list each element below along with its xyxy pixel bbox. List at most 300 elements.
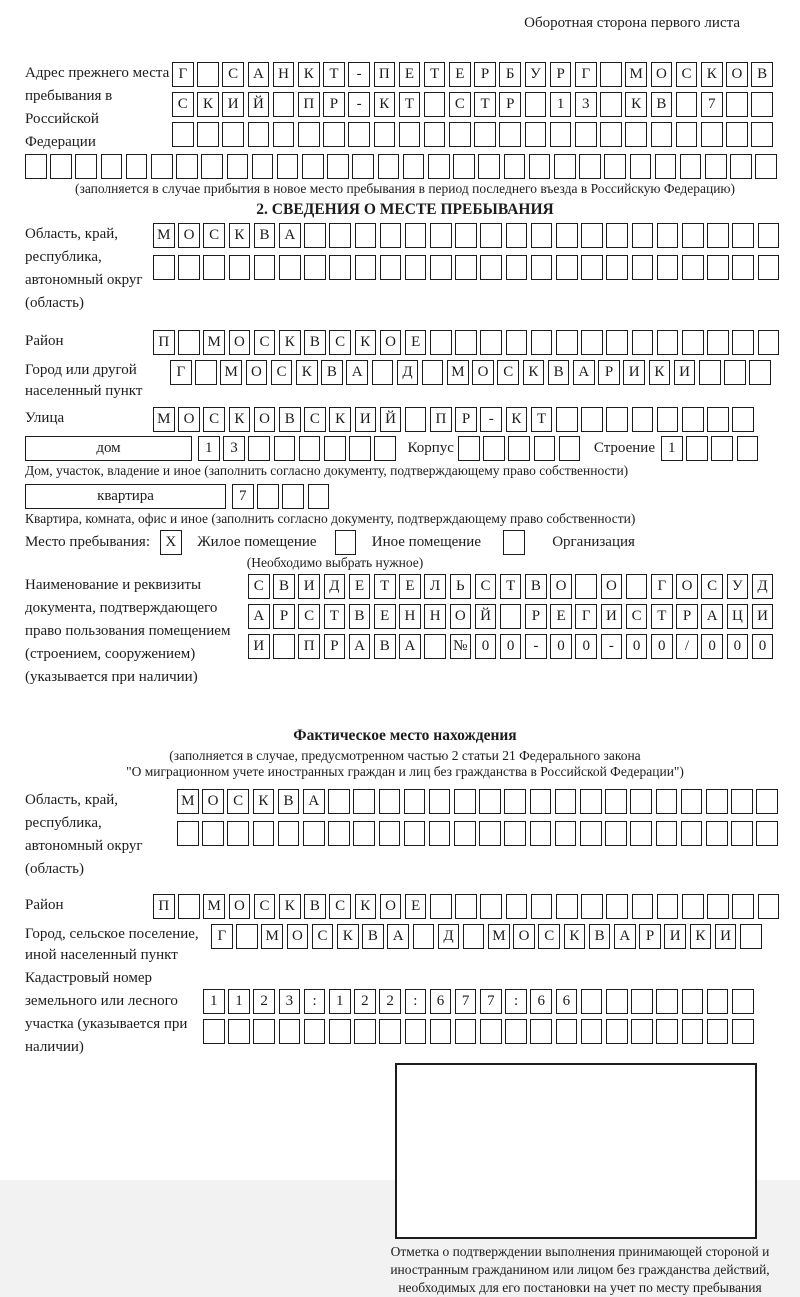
char-cell[interactable]: Л [424, 574, 446, 599]
char-cell[interactable]: № [450, 634, 472, 659]
char-cell[interactable]: К [355, 894, 377, 919]
char-cell[interactable] [480, 255, 502, 280]
char-cell[interactable]: Е [449, 62, 471, 87]
char-cell[interactable]: И [222, 92, 244, 117]
char-cell[interactable] [581, 223, 603, 248]
char-cell[interactable]: 0 [727, 634, 749, 659]
char-cell[interactable] [554, 154, 576, 179]
char-cell[interactable] [682, 894, 704, 919]
char-cell[interactable] [550, 122, 572, 147]
char-cell[interactable]: К [690, 924, 712, 949]
char-cell[interactable] [454, 821, 476, 846]
char-cell[interactable] [50, 154, 72, 179]
char-cell[interactable] [706, 821, 728, 846]
char-cell[interactable] [732, 894, 754, 919]
char-cell[interactable] [506, 255, 528, 280]
char-cell[interactable]: 3 [279, 989, 301, 1014]
char-cell[interactable] [430, 330, 452, 355]
char-cell[interactable]: В [751, 62, 773, 87]
char-cell[interactable] [657, 223, 679, 248]
char-cell[interactable]: Е [399, 62, 421, 87]
char-cell[interactable] [756, 789, 778, 814]
char-cell[interactable] [430, 894, 452, 919]
char-cell[interactable]: К [197, 92, 219, 117]
char-cell[interactable] [676, 92, 698, 117]
char-cell[interactable] [405, 1019, 427, 1044]
char-cell[interactable]: К [279, 330, 301, 355]
char-cell[interactable]: В [304, 330, 326, 355]
char-cell[interactable] [329, 1019, 351, 1044]
char-cell[interactable] [630, 821, 652, 846]
char-cell[interactable]: С [254, 330, 276, 355]
char-cell[interactable] [630, 154, 652, 179]
char-cell[interactable]: О [246, 360, 268, 385]
char-cell[interactable] [505, 1019, 527, 1044]
char-cell[interactable] [682, 223, 704, 248]
char-cell[interactable] [682, 1019, 704, 1044]
char-cell[interactable] [581, 894, 603, 919]
char-cell[interactable]: 0 [500, 634, 522, 659]
char-cell[interactable]: Р [598, 360, 620, 385]
char-cell[interactable]: К [329, 407, 351, 432]
char-cell[interactable]: Д [397, 360, 419, 385]
char-cell[interactable] [197, 122, 219, 147]
char-cell[interactable] [499, 122, 521, 147]
char-cell[interactable]: Ь [450, 574, 472, 599]
char-cell[interactable]: 7 [480, 989, 502, 1014]
char-cell[interactable]: В [349, 604, 371, 629]
char-cell[interactable]: И [674, 360, 696, 385]
char-cell[interactable]: О [651, 62, 673, 87]
char-cell[interactable] [328, 821, 350, 846]
char-cell[interactable]: 0 [550, 634, 572, 659]
char-cell[interactable]: X [160, 530, 182, 555]
char-cell[interactable]: М [153, 407, 175, 432]
char-cell[interactable] [352, 154, 374, 179]
char-cell[interactable] [656, 821, 678, 846]
char-cell[interactable] [732, 407, 754, 432]
char-cell[interactable] [273, 92, 295, 117]
char-cell[interactable]: В [651, 92, 673, 117]
char-cell[interactable] [676, 122, 698, 147]
char-cell[interactable] [686, 436, 708, 461]
char-cell[interactable]: Г [172, 62, 194, 87]
dom-box[interactable]: дом [25, 436, 192, 461]
char-cell[interactable]: 7 [701, 92, 723, 117]
char-cell[interactable] [681, 821, 703, 846]
char-cell[interactable]: С [203, 223, 225, 248]
char-cell[interactable] [525, 92, 547, 117]
char-cell[interactable]: К [701, 62, 723, 87]
char-cell[interactable]: А [303, 789, 325, 814]
char-cell[interactable] [454, 789, 476, 814]
char-cell[interactable]: С [203, 407, 225, 432]
char-cell[interactable] [755, 154, 777, 179]
char-cell[interactable]: К [523, 360, 545, 385]
char-cell[interactable] [530, 1019, 552, 1044]
char-cell[interactable]: В [321, 360, 343, 385]
char-cell[interactable]: О [676, 574, 698, 599]
char-cell[interactable]: 0 [701, 634, 723, 659]
char-cell[interactable]: Н [399, 604, 421, 629]
char-cell[interactable]: Р [273, 604, 295, 629]
char-cell[interactable] [605, 821, 627, 846]
char-cell[interactable] [651, 122, 673, 147]
char-cell[interactable] [203, 1019, 225, 1044]
char-cell[interactable] [355, 223, 377, 248]
char-cell[interactable] [525, 122, 547, 147]
char-cell[interactable] [657, 330, 679, 355]
char-cell[interactable]: Р [474, 62, 496, 87]
char-cell[interactable] [758, 894, 780, 919]
char-cell[interactable] [751, 92, 773, 117]
char-cell[interactable] [252, 154, 274, 179]
char-cell[interactable] [229, 255, 251, 280]
char-cell[interactable] [101, 154, 123, 179]
char-cell[interactable]: С [449, 92, 471, 117]
char-cell[interactable] [282, 484, 304, 509]
char-cell[interactable] [379, 821, 401, 846]
char-cell[interactable]: Г [575, 604, 597, 629]
char-cell[interactable]: И [248, 634, 270, 659]
char-cell[interactable] [178, 255, 200, 280]
char-cell[interactable] [75, 154, 97, 179]
char-cell[interactable] [273, 634, 295, 659]
char-cell[interactable] [380, 255, 402, 280]
char-cell[interactable] [422, 360, 444, 385]
char-cell[interactable]: А [248, 604, 270, 629]
char-cell[interactable]: К [229, 223, 251, 248]
char-cell[interactable]: К [253, 789, 275, 814]
char-cell[interactable] [606, 989, 628, 1014]
char-cell[interactable] [711, 436, 733, 461]
char-cell[interactable] [707, 407, 729, 432]
char-cell[interactable]: П [430, 407, 452, 432]
char-cell[interactable]: К [296, 360, 318, 385]
char-cell[interactable] [474, 122, 496, 147]
char-cell[interactable] [707, 255, 729, 280]
char-cell[interactable]: В [362, 924, 384, 949]
char-cell[interactable] [556, 1019, 578, 1044]
char-cell[interactable] [195, 360, 217, 385]
char-cell[interactable]: С [538, 924, 560, 949]
char-cell[interactable]: А [248, 62, 270, 87]
char-cell[interactable]: М [625, 62, 647, 87]
char-cell[interactable]: М [153, 223, 175, 248]
char-cell[interactable]: 1 [661, 436, 683, 461]
char-cell[interactable]: Р [676, 604, 698, 629]
char-cell[interactable] [483, 436, 505, 461]
char-cell[interactable] [732, 989, 754, 1014]
char-cell[interactable]: 3 [575, 92, 597, 117]
char-cell[interactable]: И [601, 604, 623, 629]
char-cell[interactable] [534, 436, 556, 461]
char-cell[interactable]: 6 [556, 989, 578, 1014]
char-cell[interactable] [707, 894, 729, 919]
char-cell[interactable]: О [380, 330, 402, 355]
char-cell[interactable] [372, 360, 394, 385]
char-cell[interactable]: Г [170, 360, 192, 385]
char-cell[interactable] [424, 92, 446, 117]
char-cell[interactable]: 0 [752, 634, 774, 659]
char-cell[interactable]: А [387, 924, 409, 949]
char-cell[interactable] [705, 154, 727, 179]
char-cell[interactable] [279, 255, 301, 280]
char-cell[interactable] [531, 330, 553, 355]
char-cell[interactable] [706, 789, 728, 814]
char-cell[interactable] [606, 223, 628, 248]
char-cell[interactable] [308, 484, 330, 509]
char-cell[interactable]: 0 [475, 634, 497, 659]
char-cell[interactable] [632, 223, 654, 248]
char-cell[interactable]: Г [211, 924, 233, 949]
char-cell[interactable] [581, 407, 603, 432]
char-cell[interactable] [600, 92, 622, 117]
char-cell[interactable]: Т [474, 92, 496, 117]
char-cell[interactable] [355, 255, 377, 280]
char-cell[interactable]: К [279, 894, 301, 919]
char-cell[interactable] [632, 407, 654, 432]
char-cell[interactable] [424, 122, 446, 147]
char-cell[interactable] [304, 1019, 326, 1044]
char-cell[interactable]: 1 [329, 989, 351, 1014]
char-cell[interactable] [707, 989, 729, 1014]
char-cell[interactable] [531, 255, 553, 280]
char-cell[interactable]: С [227, 789, 249, 814]
char-cell[interactable] [606, 330, 628, 355]
char-cell[interactable] [506, 894, 528, 919]
char-cell[interactable] [405, 407, 427, 432]
char-cell[interactable]: П [374, 62, 396, 87]
char-cell[interactable] [503, 530, 525, 555]
char-cell[interactable] [329, 255, 351, 280]
char-cell[interactable] [201, 154, 223, 179]
char-cell[interactable]: : [505, 989, 527, 1014]
char-cell[interactable]: Т [500, 574, 522, 599]
char-cell[interactable] [304, 223, 326, 248]
char-cell[interactable] [299, 436, 321, 461]
char-cell[interactable]: 1 [228, 989, 250, 1014]
char-cell[interactable]: К [564, 924, 586, 949]
char-cell[interactable]: С [329, 330, 351, 355]
char-cell[interactable] [604, 154, 626, 179]
char-cell[interactable] [353, 789, 375, 814]
char-cell[interactable] [504, 154, 526, 179]
char-cell[interactable] [556, 407, 578, 432]
char-cell[interactable] [178, 330, 200, 355]
char-cell[interactable]: - [601, 634, 623, 659]
char-cell[interactable] [478, 154, 500, 179]
char-cell[interactable]: О [601, 574, 623, 599]
char-cell[interactable]: А [349, 634, 371, 659]
char-cell[interactable] [279, 1019, 301, 1044]
char-cell[interactable] [176, 154, 198, 179]
char-cell[interactable] [248, 436, 270, 461]
char-cell[interactable] [556, 894, 578, 919]
char-cell[interactable] [327, 154, 349, 179]
char-cell[interactable] [682, 989, 704, 1014]
char-cell[interactable] [731, 821, 753, 846]
char-cell[interactable] [699, 360, 721, 385]
char-cell[interactable]: В [273, 574, 295, 599]
char-cell[interactable]: Г [575, 62, 597, 87]
char-cell[interactable] [656, 1019, 678, 1044]
char-cell[interactable] [606, 255, 628, 280]
char-cell[interactable]: 1 [550, 92, 572, 117]
char-cell[interactable] [455, 894, 477, 919]
char-cell[interactable] [236, 924, 258, 949]
char-cell[interactable]: Д [324, 574, 346, 599]
char-cell[interactable]: П [298, 92, 320, 117]
char-cell[interactable]: Р [324, 634, 346, 659]
char-cell[interactable]: М [220, 360, 242, 385]
char-cell[interactable] [632, 894, 654, 919]
char-cell[interactable] [758, 330, 780, 355]
char-cell[interactable] [430, 223, 452, 248]
char-cell[interactable] [630, 789, 652, 814]
char-cell[interactable]: Й [380, 407, 402, 432]
char-cell[interactable]: И [715, 924, 737, 949]
char-cell[interactable]: В [525, 574, 547, 599]
char-cell[interactable] [479, 821, 501, 846]
char-cell[interactable]: С [304, 407, 326, 432]
char-cell[interactable]: 7 [455, 989, 477, 1014]
char-cell[interactable]: Т [323, 62, 345, 87]
char-cell[interactable]: О [550, 574, 572, 599]
char-cell[interactable]: К [374, 92, 396, 117]
char-cell[interactable]: К [355, 330, 377, 355]
char-cell[interactable]: С [248, 574, 270, 599]
char-cell[interactable]: А [346, 360, 368, 385]
char-cell[interactable] [374, 436, 396, 461]
char-cell[interactable]: Т [374, 574, 396, 599]
char-cell[interactable] [758, 255, 780, 280]
char-cell[interactable]: Е [349, 574, 371, 599]
char-cell[interactable]: 0 [651, 634, 673, 659]
char-cell[interactable]: 2 [354, 989, 376, 1014]
char-cell[interactable] [531, 223, 553, 248]
char-cell[interactable] [463, 924, 485, 949]
char-cell[interactable]: И [298, 574, 320, 599]
char-cell[interactable]: Е [399, 574, 421, 599]
char-cell[interactable]: А [573, 360, 595, 385]
char-cell[interactable] [178, 894, 200, 919]
char-cell[interactable] [731, 789, 753, 814]
char-cell[interactable] [531, 894, 553, 919]
char-cell[interactable] [453, 154, 475, 179]
char-cell[interactable]: Т [531, 407, 553, 432]
char-cell[interactable]: А [701, 604, 723, 629]
char-cell[interactable] [707, 330, 729, 355]
char-cell[interactable]: С [312, 924, 334, 949]
char-cell[interactable] [737, 436, 759, 461]
char-cell[interactable] [758, 223, 780, 248]
char-cell[interactable]: - [480, 407, 502, 432]
char-cell[interactable] [530, 821, 552, 846]
char-cell[interactable] [479, 789, 501, 814]
char-cell[interactable] [740, 924, 762, 949]
char-cell[interactable]: С [329, 894, 351, 919]
char-cell[interactable] [656, 789, 678, 814]
char-cell[interactable] [430, 255, 452, 280]
char-cell[interactable] [126, 154, 148, 179]
char-cell[interactable] [480, 1019, 502, 1044]
char-cell[interactable] [726, 92, 748, 117]
char-cell[interactable]: Р [550, 62, 572, 87]
char-cell[interactable] [380, 223, 402, 248]
char-cell[interactable]: : [304, 989, 326, 1014]
char-cell[interactable] [480, 330, 502, 355]
char-cell[interactable] [680, 154, 702, 179]
char-cell[interactable] [626, 574, 648, 599]
char-cell[interactable]: Г [651, 574, 673, 599]
char-cell[interactable] [323, 122, 345, 147]
char-cell[interactable]: 6 [530, 989, 552, 1014]
char-cell[interactable] [298, 122, 320, 147]
char-cell[interactable] [354, 1019, 376, 1044]
char-cell[interactable] [656, 989, 678, 1014]
char-cell[interactable] [506, 330, 528, 355]
char-cell[interactable] [529, 154, 551, 179]
char-cell[interactable] [413, 924, 435, 949]
char-cell[interactable] [424, 634, 446, 659]
char-cell[interactable] [625, 122, 647, 147]
char-cell[interactable] [253, 821, 275, 846]
char-cell[interactable] [349, 436, 371, 461]
char-cell[interactable]: К [229, 407, 251, 432]
char-cell[interactable]: С [676, 62, 698, 87]
char-cell[interactable] [555, 789, 577, 814]
char-cell[interactable] [429, 821, 451, 846]
char-cell[interactable] [504, 821, 526, 846]
char-cell[interactable]: Б [499, 62, 521, 87]
char-cell[interactable]: И [752, 604, 774, 629]
char-cell[interactable] [508, 436, 530, 461]
char-cell[interactable]: В [279, 407, 301, 432]
char-cell[interactable] [581, 330, 603, 355]
char-cell[interactable]: Н [273, 62, 295, 87]
char-cell[interactable]: Ц [727, 604, 749, 629]
char-cell[interactable] [751, 122, 773, 147]
char-cell[interactable]: П [298, 634, 320, 659]
char-cell[interactable]: С [475, 574, 497, 599]
char-cell[interactable]: И [623, 360, 645, 385]
char-cell[interactable] [227, 154, 249, 179]
char-cell[interactable] [657, 407, 679, 432]
char-cell[interactable]: Е [405, 330, 427, 355]
char-cell[interactable]: О [287, 924, 309, 949]
char-cell[interactable]: С [497, 360, 519, 385]
char-cell[interactable]: Д [438, 924, 460, 949]
char-cell[interactable] [632, 255, 654, 280]
char-cell[interactable] [506, 223, 528, 248]
char-cell[interactable] [253, 1019, 275, 1044]
char-cell[interactable]: М [203, 330, 225, 355]
char-cell[interactable] [682, 330, 704, 355]
char-cell[interactable] [428, 154, 450, 179]
char-cell[interactable]: А [399, 634, 421, 659]
char-cell[interactable] [504, 789, 526, 814]
char-cell[interactable]: - [525, 634, 547, 659]
char-cell[interactable] [455, 1019, 477, 1044]
char-cell[interactable]: С [298, 604, 320, 629]
char-cell[interactable]: : [405, 989, 427, 1014]
char-cell[interactable]: У [727, 574, 749, 599]
char-cell[interactable]: С [701, 574, 723, 599]
char-cell[interactable] [172, 122, 194, 147]
char-cell[interactable] [449, 122, 471, 147]
char-cell[interactable] [581, 1019, 603, 1044]
